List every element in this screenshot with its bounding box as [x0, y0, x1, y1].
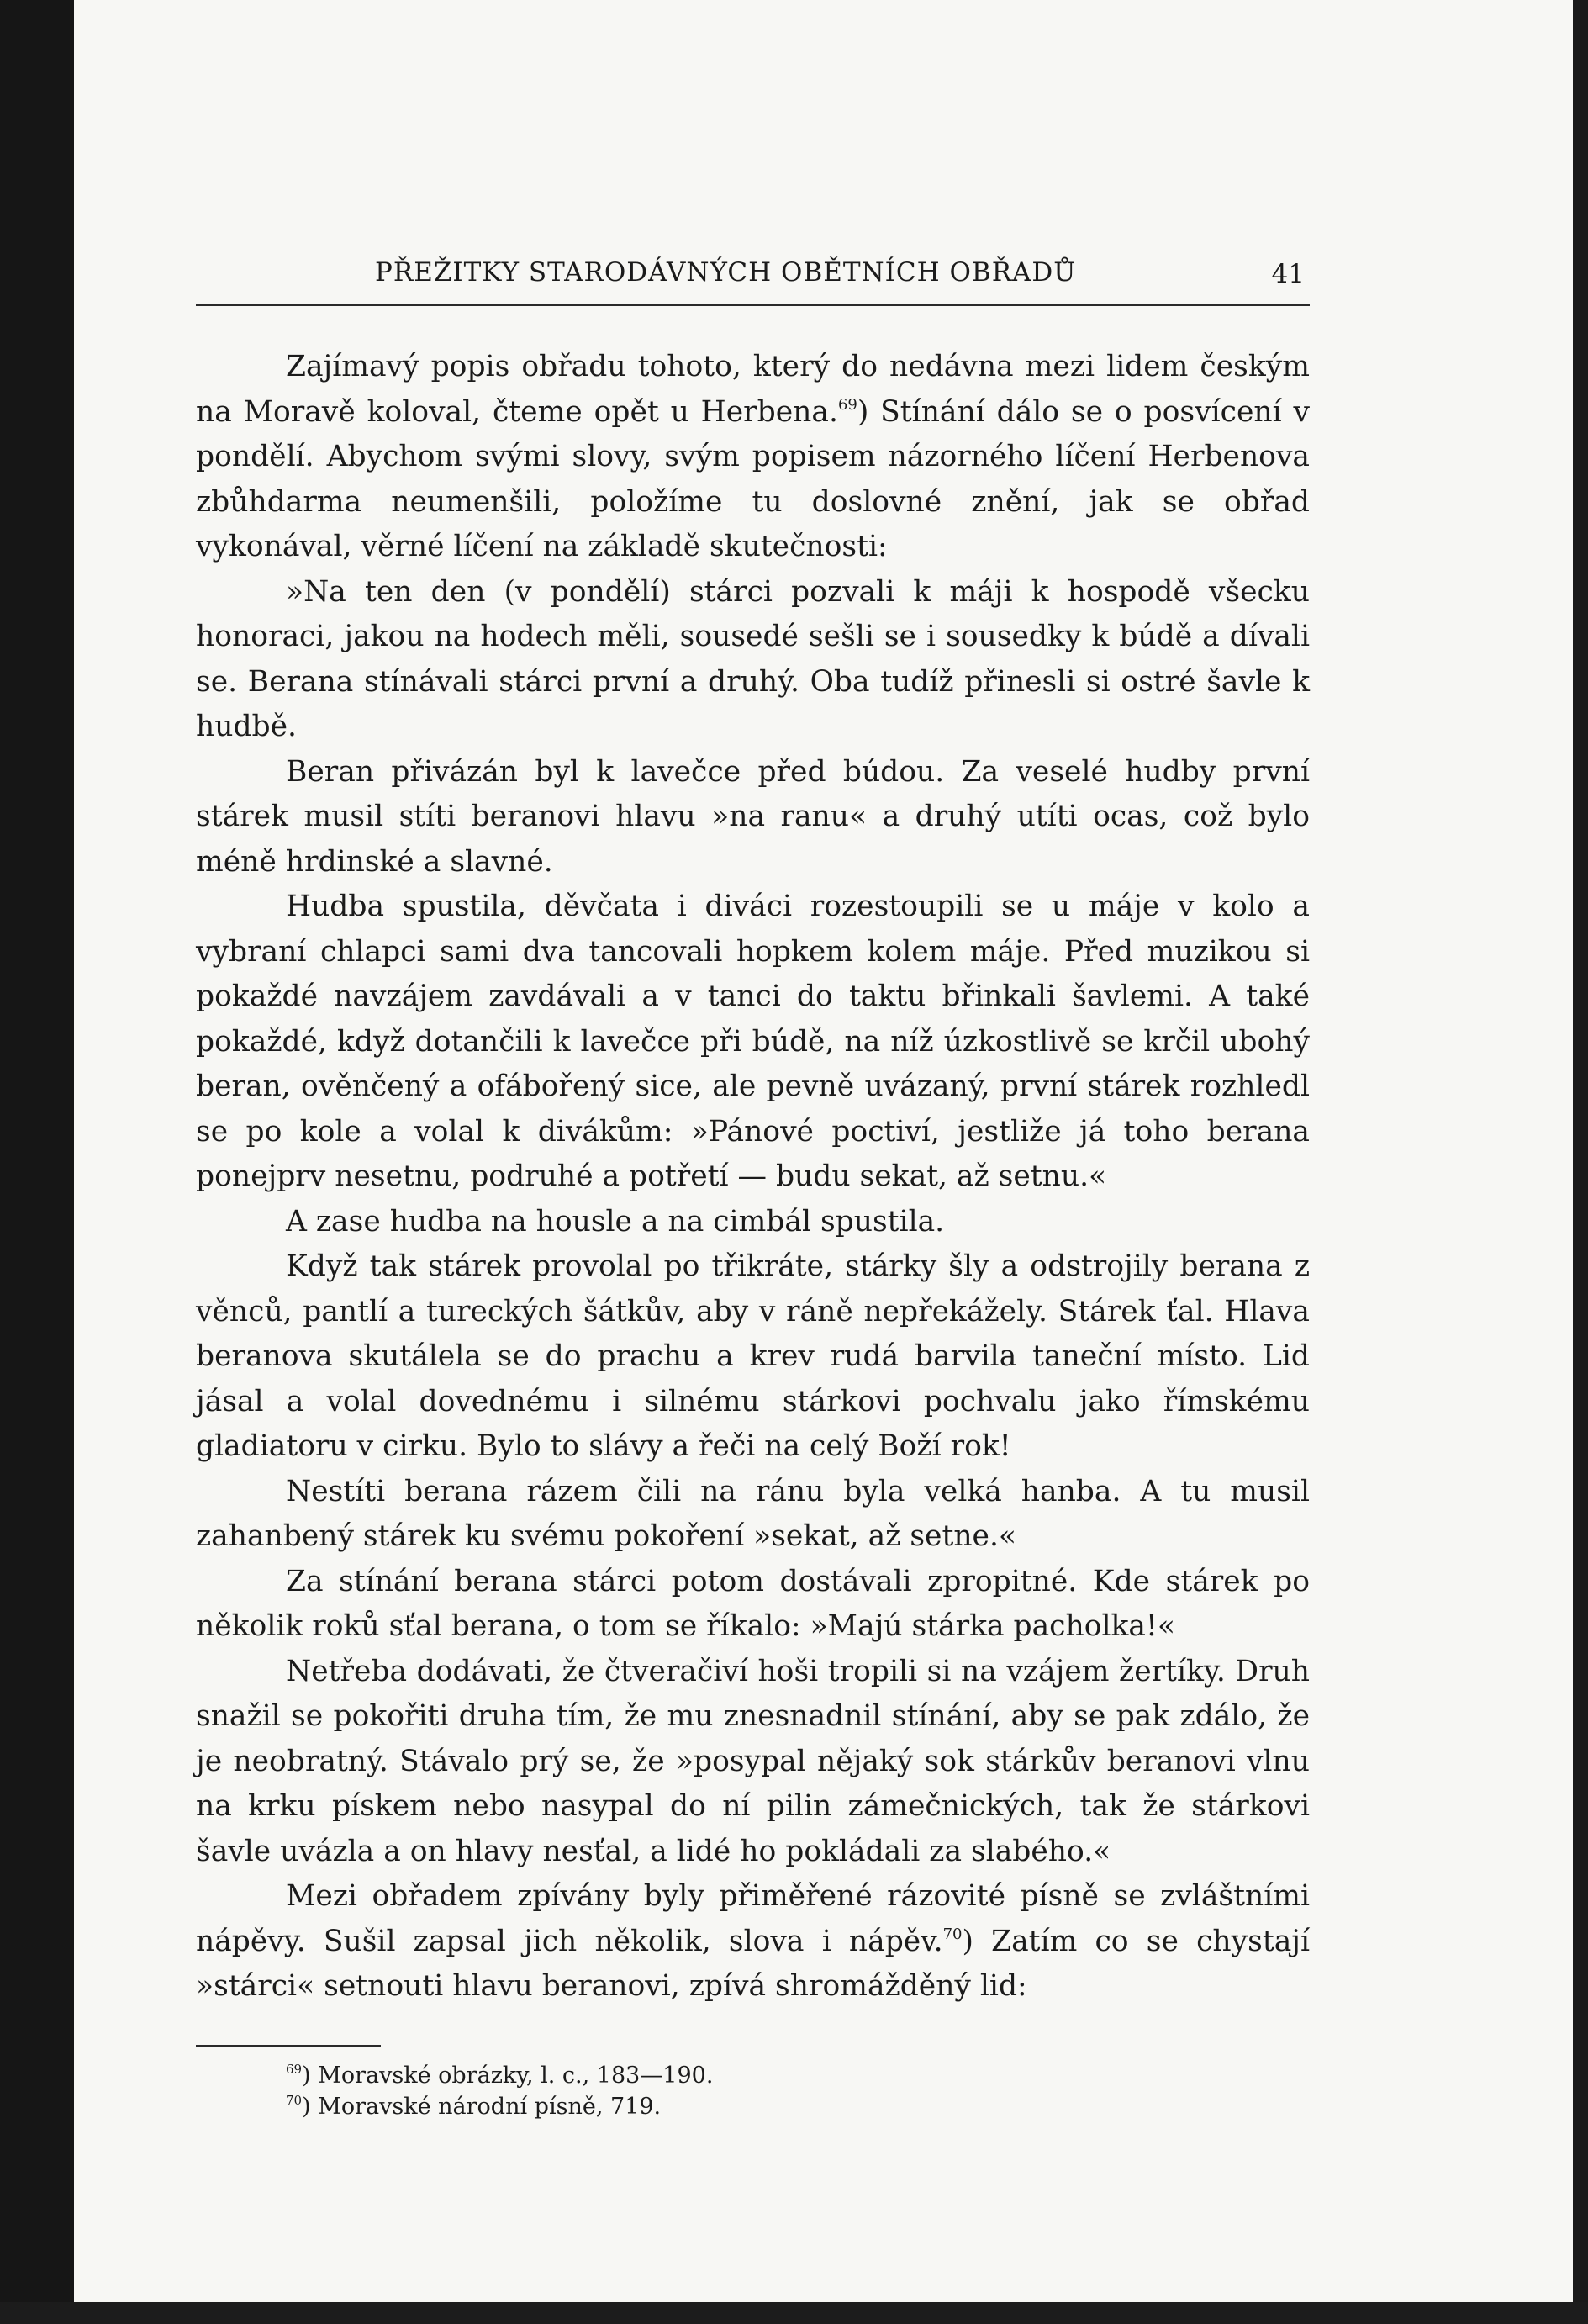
body-text [196, 345, 1310, 2010]
footnote-text: ) Moravské národní písně, 719. [302, 2093, 662, 2120]
paragraph-text: ) Zatím co se chystají »stárci« setnouti hlavu beranovi, zpívá shromážděný lid: [196, 1924, 1310, 2003]
paragraph-text: Mezi obřadem zpívány byly přiměřené rázovité písně se zvláštními nápěvy. Sušil zapsal jich několik, slova i nápěv. [196, 1879, 1310, 1958]
paragraph-1 [196, 345, 1310, 570]
paragraph-5: A zase hudba na housle a na cimbál spustila. [286, 1204, 945, 1239]
paragraph-10 [196, 1874, 1310, 2010]
footnote-ref-69: 69 [837, 395, 857, 414]
running-title: PŘEŽITKY STARODÁVNÝCH OBĚTNÍCH OBŘADŮ [375, 257, 1077, 288]
paragraph-2: »Na ten den (v pondělí) stárci pozvali k máji k hospodě všecku honoraci, jakou na hodech měli, sousedé sešli se i sousedky k búdě a dívali se. Berana stínávali stárci první a druhý. Oba tudíž přinesli si ostré šavle k hudbě. [196, 574, 1310, 743]
running-head [196, 252, 1310, 306]
paragraph-8: Za stínání berana stárci potom dostávali zpropitné. Kde stárek po několik roků sťal berana, o tom se říkalo: »Majú stárka pacholka!« [196, 1564, 1310, 1643]
paragraph-7: Nestíti berana rázem čili na ránu byla velká hanba. A tu musil zahanbený stárek ku svému pokoření »sekat, až setne.« [196, 1474, 1310, 1553]
paragraph-text: ) Stínání dálo se o posvícení v pondělí. Abychom svými slovy, svým popisem názorného líčení Herbenova zbůhdarma neumenšili, položíme tu doslovné znění, jak se obřad vykonával, věrné líčení na základě skutečnosti: [196, 394, 1310, 563]
footnote-divider [196, 2045, 381, 2047]
paragraph-6: Když tak stárek provolal po třikráte, stárky šly a odstrojily berana z věnců, pantlí a tureckých šátkův, aby v ráně nepřekážely. Stárek ťal. Hlava beranova skutálela se do prachu a krev rudá barvila taneční místo. Lid jásal a volal dovednému i silnému stárkovi pochvalu jako římskému gladiatoru v cirku. Bylo to slávy a řeči na celý Boží rok! [196, 1249, 1310, 1463]
footnotes [196, 2060, 1310, 2122]
scan-edge-right [1573, 0, 1588, 2324]
paragraph-text: Zajímavý popis obřadu tohoto, který do nedávna mezi lidem českým na Moravě koloval, čteme opět u Herbena. [196, 350, 1310, 429]
footnote-marker: 69 [286, 2061, 303, 2077]
page-content [196, 252, 1310, 2122]
paragraph-9: Netřeba dodávati, že čtveračiví hoši tropili si na vzájem žertíky. Druh snažil se pokořiti druha tím, že mu znesnadnil stínání, aby se pak zdálo, že je neobratný. Stávalo prý se, že »posypal nějaký sok stárkův beranovi vlnu na krku pískem nebo nasypal do ní pilin zámečnických, tak že stárkovi šavle uvázla a on hlavy nesťal, a lidé ho pokládali za slabého.« [196, 1654, 1310, 1868]
scan-edge-bottom [0, 2302, 1588, 2324]
scan-edge-left [0, 0, 74, 2324]
page-number: 41 [1271, 259, 1305, 289]
footnote-marker: 70 [286, 2092, 303, 2108]
paragraph-3: Beran přivázán byl k lavečce před búdou. Za veselé hudby první stárek musil stíti beranovi hlavu »na ranu« a druhý utíti ocas, což bylo méně hrdinské a slavné. [196, 754, 1310, 879]
footnote-ref-70: 70 [942, 1925, 963, 1943]
paragraph-4: Hudba spustila, děvčata i diváci rozestoupili se u máje v kolo a vybraní chlapci sami dva tancovali hopkem kolem máje. Před muzikou si pokaždé navzájem zavdávali a v tanci do taktu břinkali šavlemi. A také pokaždé, když dotančili k lavečce při búdě, na níž úzkostlivě se krčil ubohý beran, ověnčený a ofábořený sice, ale pevně uvázaný, první stárek rozhledl se po kole a volal k divákům: »Pánové poctiví, jestliže já toho berana ponejprv nesetnu, podruhé a potřetí — budu sekat, až setnu.« [196, 890, 1310, 1193]
footnote-70 [286, 2091, 1310, 2122]
footnote-69 [286, 2060, 1310, 2091]
footnote-text: ) Moravské obrázky, l. c., 183—190. [302, 2062, 714, 2089]
